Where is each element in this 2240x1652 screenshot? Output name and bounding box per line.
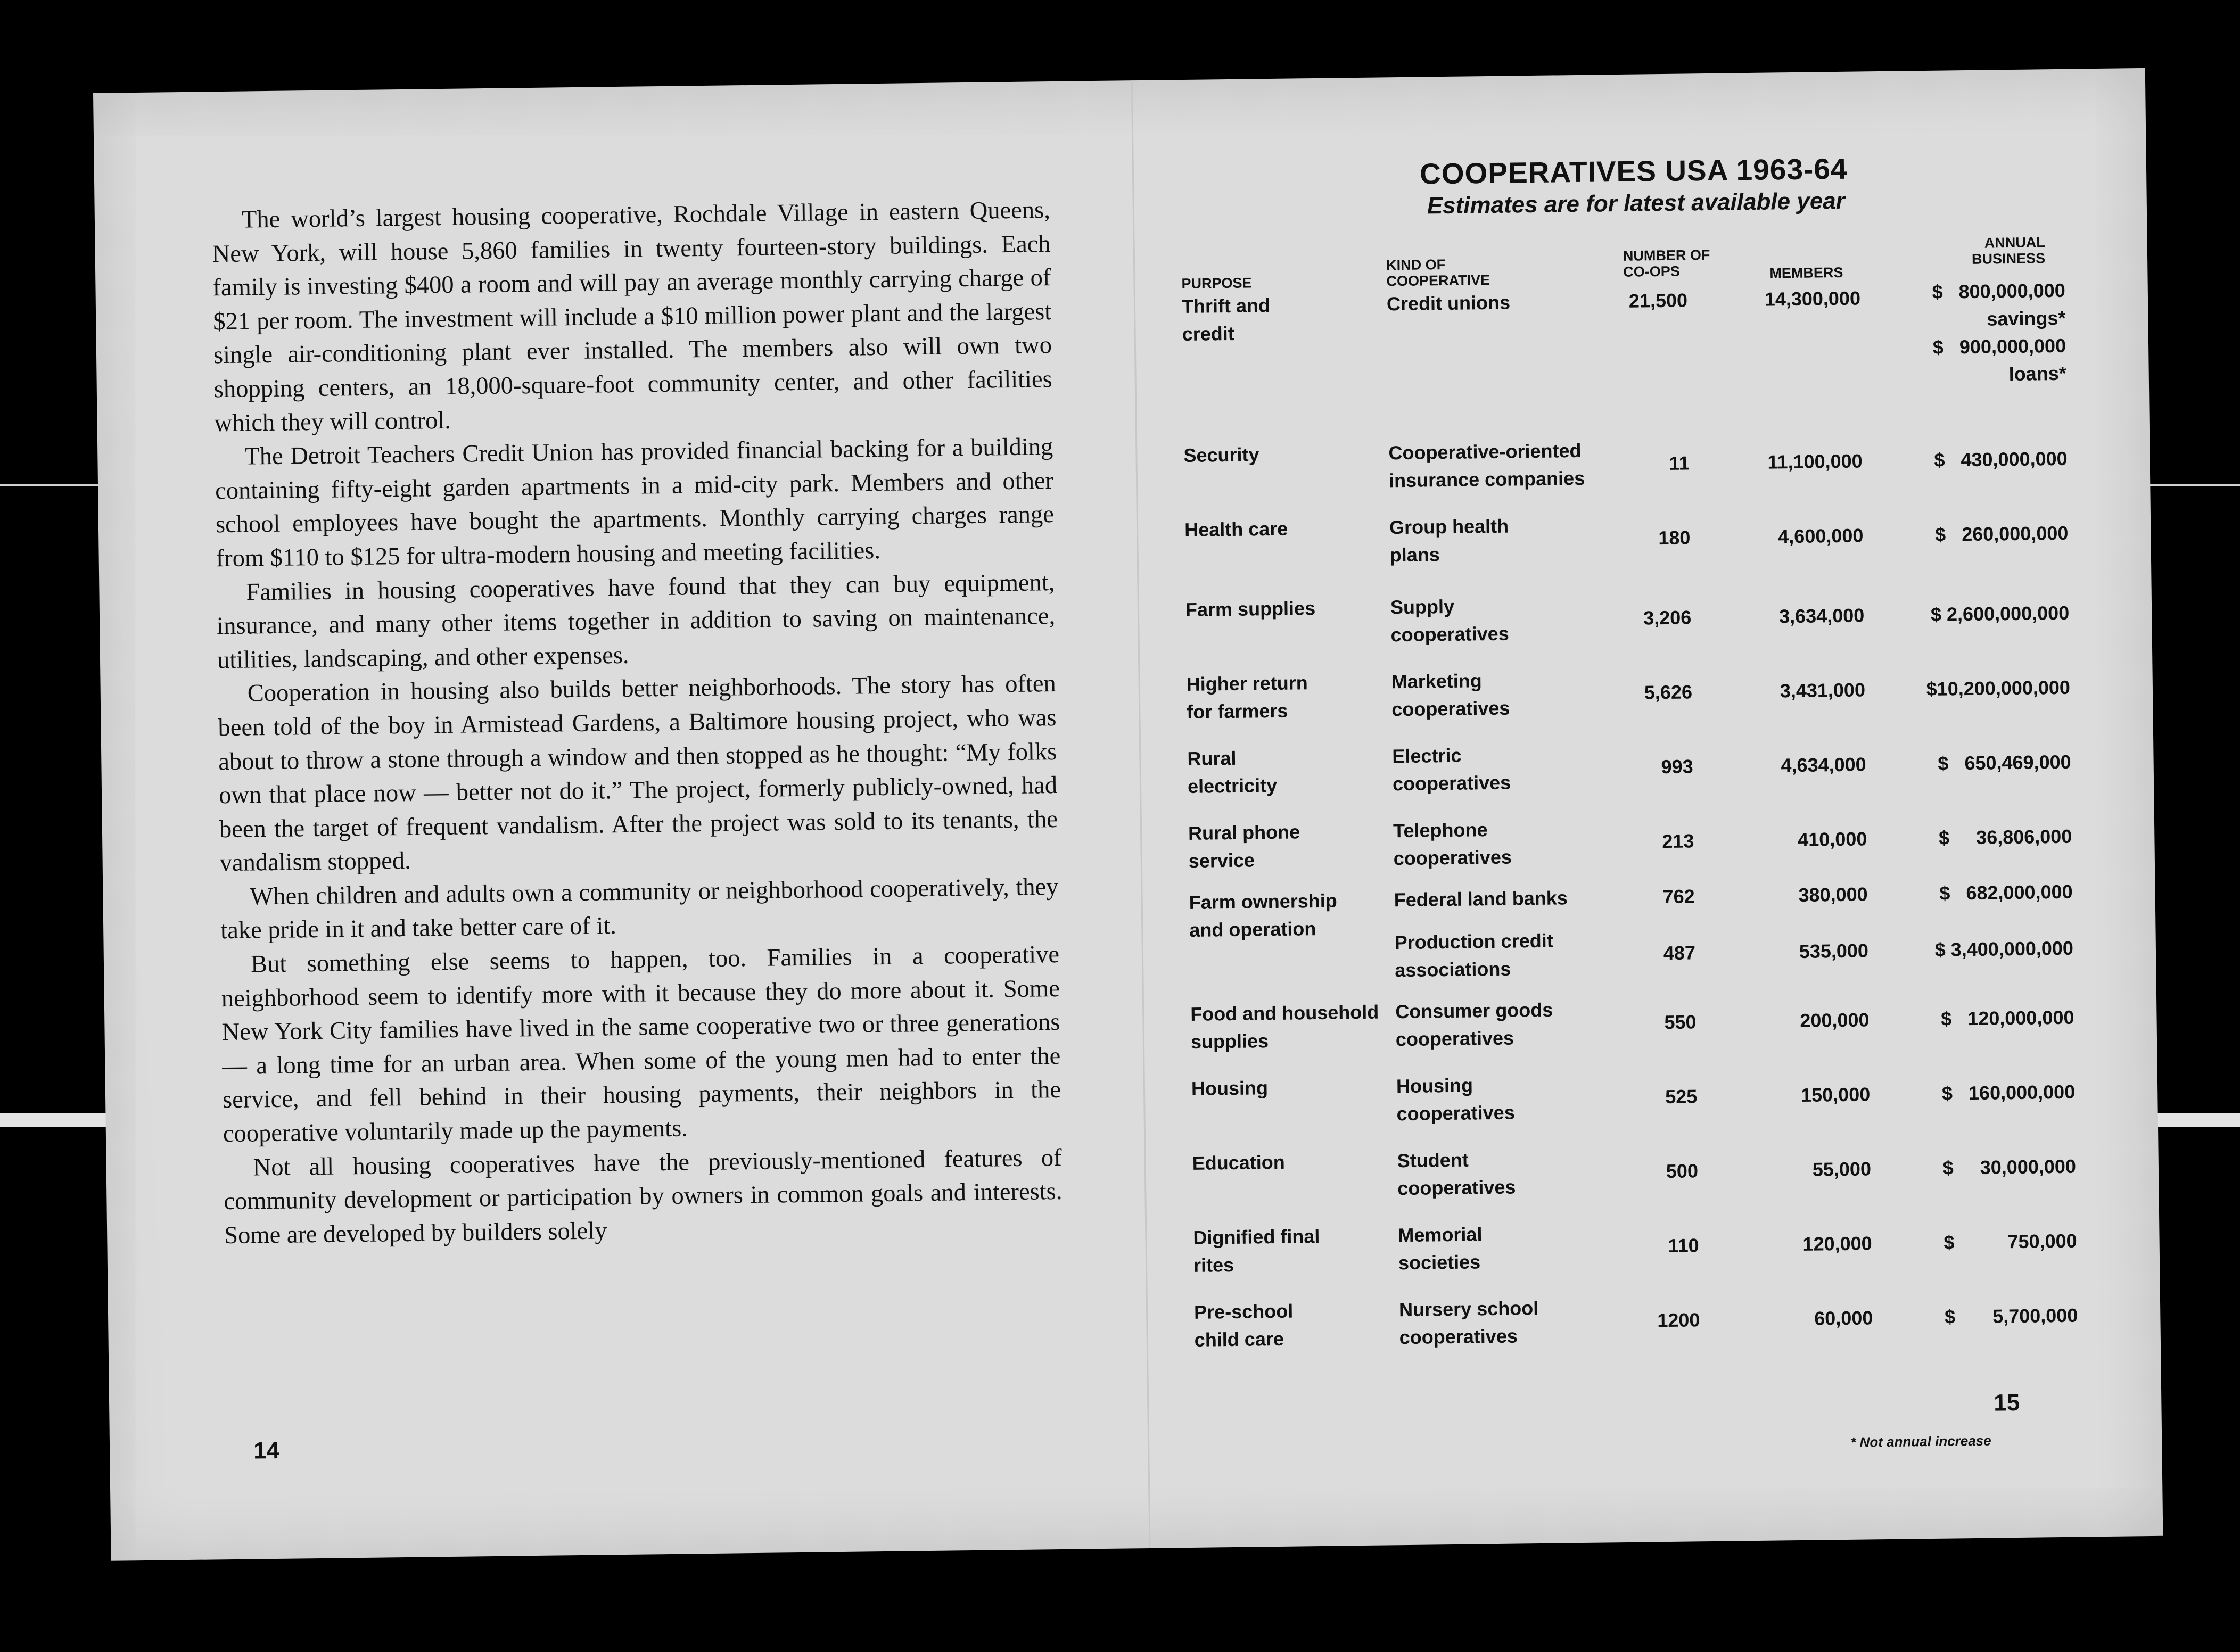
page-number-right: 15 [1994,1389,2020,1416]
row-purpose: Education [1192,1151,1285,1174]
row-members: 55,000 [1812,1158,1872,1180]
row-annual-business: $ 2,600,000,000 [1930,601,2070,625]
row-purpose: Thrift and credit [1181,294,1271,345]
row-number-of-coops: 5,626 [1644,681,1693,704]
row-number-of-coops: 213 [1662,830,1694,853]
row-kind: Housing cooperatives [1396,1074,1515,1125]
row-annual-business: $ 160,000,000 [1941,1080,2076,1104]
row-number-of-coops: 500 [1666,1160,1699,1183]
row-number-of-coops: 762 [1662,885,1695,908]
row-kind: Student cooperatives [1397,1149,1516,1200]
row-annual-business: $ 36,806,000 [1938,825,2072,849]
row-purpose: Higher return for farmers [1186,672,1308,723]
row-kind: Marketing cooperatives [1391,670,1510,721]
header-business: ANNUAL BUSINESS [1971,234,2046,267]
row-members: 150,000 [1800,1083,1871,1106]
row-annual-business: $ 682,000,000 [1939,880,2073,904]
paragraph: When children and adults own a community or neighborhood cooperatively, they take pride in it and take better care of it. [220,873,1059,945]
row-annual-business: $10,200,000,000 [1926,676,2071,700]
row-purpose: Rural phone service [1188,821,1300,872]
row-annual-business: $ 650,469,000 [1938,750,2071,774]
row-kind: Credit unions [1386,291,1511,315]
header-purpose: PURPOSE [1181,275,1252,292]
row-number-of-coops: 550 [1664,1011,1697,1034]
row-members: 60,000 [1814,1307,1873,1329]
row-annual-business: $ 750,000 [1943,1229,2077,1253]
header-kind: KIND OF COOPERATIVE [1386,256,1490,290]
page-fold [1131,80,1151,1548]
row-members: 4,600,000 [1778,524,1864,548]
row-purpose: Farm supplies [1185,597,1316,621]
table-subtitle: Estimates are for latest available year [1427,187,1846,219]
row-members: 14,300,000 [1764,287,1861,310]
row-purpose: Security [1183,443,1259,467]
row-kind: Telephone cooperatives [1393,819,1512,870]
row-members: 4,634,000 [1781,753,1866,777]
row-number-of-coops: 487 [1663,941,1696,964]
row-annual-business: $ 260,000,000 [1934,522,2069,546]
row-kind: Group health plans [1389,515,1509,566]
paragraph: The world’s largest housing cooperative, Rochdale Village in eastern Queens, New York, will house 5,860 families in twenty fourteen-story buildings. Each family is investing $400 a room and will pay an average monthly carrying charge of $21 per room. The investment will include a $10 million power plant and the largest single air-conditioning plant ever installed. The members also will own two shopping centers, an 18,000-square-foot community center, and other facilities which they will control. [212,196,1053,437]
row-annual-business: $ 800,000,000 savings* $ 900,000,000 loans* [1932,279,2066,385]
paragraph: Not all housing cooperatives have the previously-mentioned features of community development or participation by owners in common goals and interests. Some are developed by builders solely [224,1144,1063,1249]
row-purpose: Housing [1191,1077,1269,1100]
paragraph: The Detroit Teachers Credit Union has provided financial backing for a building containing fifty-eight garden apartments in a mid-city park. Members and other school employees have bought the apartments. Monthly carrying charges range from $110 to $125 for ultra-modern housing and meeting facilities. [215,433,1055,573]
row-number-of-coops: 21,500 [1628,289,1688,312]
row-kind: Nursery school cooperatives [1398,1297,1539,1349]
row-number-of-coops: 180 [1658,526,1691,549]
row-purpose: Farm ownership and operation [1189,889,1338,941]
scanned-booklet-spread [93,68,2163,1561]
row-members: 200,000 [1800,1009,1870,1031]
row-members: 3,431,000 [1780,679,1866,702]
header-number: NUMBER OF CO-OPS [1623,246,1710,280]
row-kind: Federal land banks [1394,887,1568,911]
row-kind: Supply cooperatives [1390,595,1509,646]
row-annual-business: $ 5,700,000 [1944,1304,2078,1328]
row-purpose: Rural electricity [1187,747,1278,797]
row-purpose: Dignified final rites [1193,1225,1320,1276]
row-number-of-coops: 525 [1665,1085,1698,1108]
row-kind: Electric cooperatives [1392,744,1511,795]
row-purpose: Health care [1184,517,1288,541]
row-members: 380,000 [1798,883,1868,906]
row-annual-business: $ 430,000,000 [1934,447,2068,471]
paragraph: But something else seems to happen, too. Families in a cooperative neighborhood seem to identify more with it because they do more about it. Some New York City families have lived in the same cooperative two or three generations — a long time for an urban area. When some of the young men had to enter the service, and fell behind in their housing payments, their neighbors in the cooperative voluntarily made up the payments. [221,941,1061,1148]
footnote: * Not annual increase [1850,1432,1991,1450]
left-page-text [212,193,1063,1253]
row-members: 11,100,000 [1767,450,1863,473]
row-kind: Cooperative-oriented insurance companies [1388,439,1585,492]
row-number-of-coops: 11 [1669,452,1690,474]
row-annual-business: $ 30,000,000 [1942,1155,2077,1179]
row-members: 410,000 [1797,828,1867,850]
row-annual-business: $ 120,000,000 [1941,1006,2074,1030]
row-number-of-coops: 1200 [1657,1309,1700,1332]
row-members: 3,634,000 [1778,604,1865,627]
row-number-of-coops: 3,206 [1643,606,1692,629]
row-members: 535,000 [1799,939,1869,962]
paragraph: Cooperation in housing also builds better neighborhoods. The story has often been told of the boy in Armistead Gardens, a Baltimore housing project, who was about to throw a stone through a window and then stopped as he thought: “My folks own that place now — better not do it.” The project, formerly publicly-owned, had been the target of frequent vandalism. After the project was sold to its tenants, the vandalism stopped. [218,670,1058,877]
row-kind: Memorial societies [1398,1223,1483,1274]
row-members: 120,000 [1802,1232,1872,1255]
row-purpose: Food and household supplies [1190,1001,1379,1053]
row-purpose: Pre-school child care [1193,1300,1294,1351]
page-number-left: 14 [253,1437,280,1464]
cooperatives-table [1162,149,2078,1450]
row-number-of-coops: 110 [1668,1234,1699,1257]
header-members: MEMBERS [1769,264,1843,282]
paragraph: Families in housing cooperatives have found that they can buy equipment, insurance, and many other items together in addition to saving on maintenance, utilities, landscaping, and other expenses. [216,568,1056,674]
row-number-of-coops: 993 [1661,755,1693,778]
row-kind: Consumer goods cooperatives [1395,998,1553,1051]
table-title: COOPERATIVES USA 1963-64 [1419,152,1848,191]
row-kind: Production credit associations [1394,929,1553,981]
row-annual-business: $ 3,400,000,000 [1934,937,2074,961]
